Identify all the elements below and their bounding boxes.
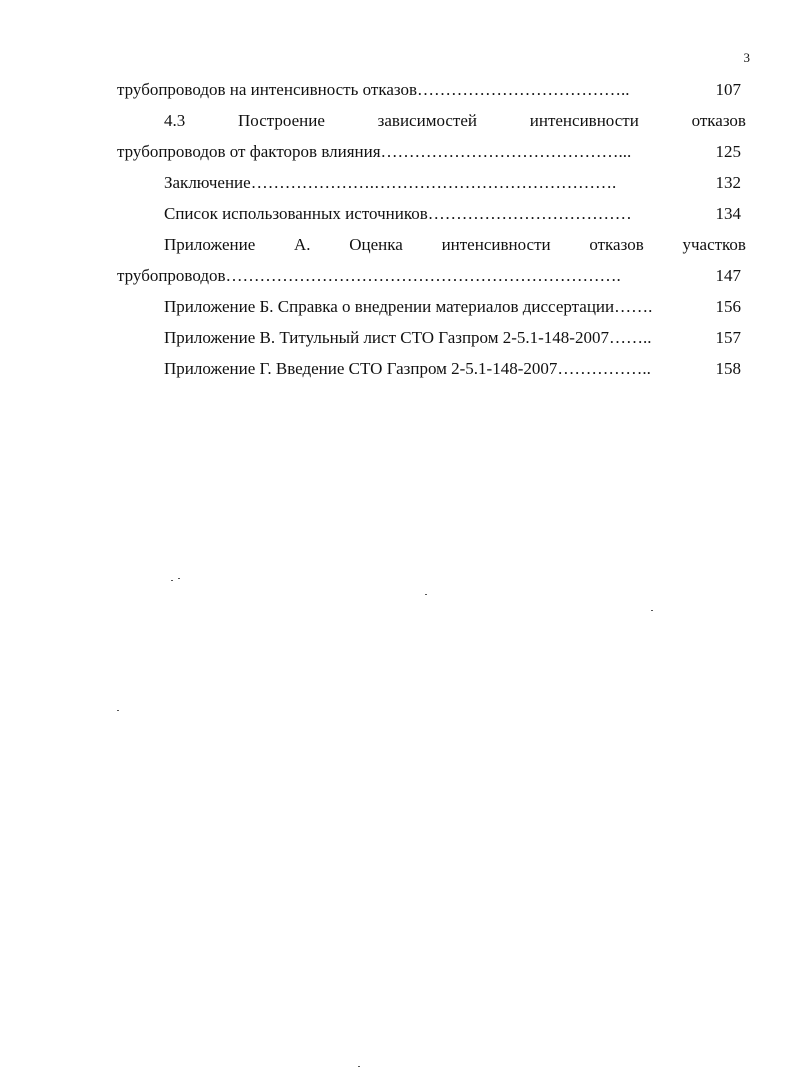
toc-word: отказов: [691, 111, 746, 130]
toc-page-ref: 134: [715, 204, 741, 223]
toc-word: участков: [682, 235, 746, 254]
toc-line: [117, 198, 741, 229]
toc-entry-text: трубопроводов от факторов влияния……………………………………...: [117, 142, 632, 161]
toc-word: интенсивности: [441, 235, 551, 254]
toc-line: [117, 105, 746, 136]
toc-word: зависимостей: [377, 111, 477, 130]
page-number: 3: [743, 50, 750, 65]
toc-line: [117, 167, 741, 198]
toc-entry-text: [117, 229, 746, 260]
toc-word: Приложение: [164, 235, 256, 254]
toc-page-ref: 156: [715, 297, 741, 316]
toc-entry-text: Приложение Б. Справка о внедрении материалов диссертации…….: [164, 297, 653, 316]
toc-line: [117, 353, 741, 384]
toc-page-ref: 157: [715, 328, 741, 347]
toc-page-ref: 132: [715, 173, 741, 192]
scan-speck: [178, 578, 180, 579]
scan-speck: [651, 610, 653, 611]
toc-page-ref: 147: [715, 266, 741, 285]
toc-entry-text: Заключение………………….…………………………………….: [164, 173, 617, 192]
toc-entry-text: трубопроводов…………………………………………………………….: [117, 266, 621, 285]
toc-entry-text: Приложение В. Титульный лист СТО Газпром 2-5.1-148-2007……..: [164, 328, 652, 347]
scan-speck: [425, 594, 427, 595]
toc-word: Построение: [238, 111, 325, 130]
toc-word: Оценка: [349, 235, 403, 254]
toc-line: [117, 74, 741, 105]
scan-speck: [171, 580, 173, 581]
toc-word: отказов: [589, 235, 644, 254]
scan-speck: [117, 710, 119, 711]
toc-line: [117, 136, 741, 167]
toc-line: [117, 322, 741, 353]
toc-entry-text: Приложение Г. Введение СТО Газпром 2-5.1-148-2007……………..: [164, 359, 651, 378]
toc-word: интенсивности: [529, 111, 639, 130]
scan-speck: [358, 1066, 360, 1067]
toc-entry-text: Список использованных источников………………………………: [164, 204, 632, 223]
toc-page-ref: 158: [715, 359, 741, 378]
toc-line: [117, 260, 741, 291]
toc-entry-text: [117, 105, 746, 136]
toc-word: 4.3: [164, 111, 186, 130]
table-of-contents: [117, 74, 746, 384]
toc-line: [117, 229, 746, 260]
toc-page-ref: 107: [715, 80, 741, 99]
toc-entry-text: трубопроводов на интенсивность отказов………………………………..: [117, 80, 630, 99]
toc-page-ref: 125: [715, 142, 741, 161]
toc-line: [117, 291, 741, 322]
toc-word: А.: [293, 235, 311, 254]
